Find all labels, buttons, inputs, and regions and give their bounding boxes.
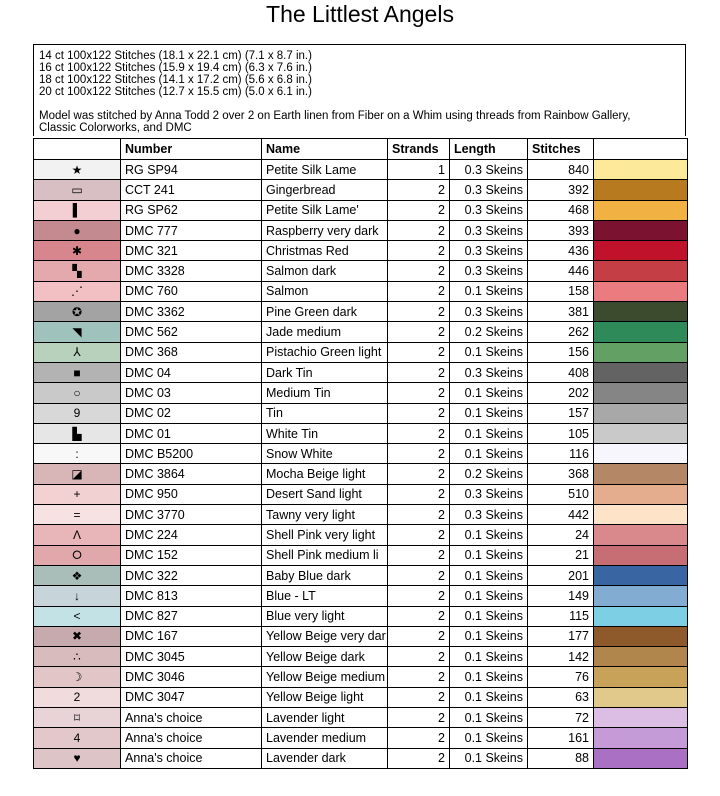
thread-name: Lavender dark [262,748,388,768]
length-value: 0.1 Skeins [450,687,528,707]
length-value: 0.1 Skeins [450,728,528,748]
symbol-cell [34,261,121,281]
symbol-cell [34,647,121,667]
table-header-row [34,139,688,160]
thread-name: Salmon [262,281,388,301]
thread-name: Petite Silk Lame' [262,200,388,220]
stitches-value: 88 [528,748,594,768]
stitch-symbol-icon: ♥ [73,751,81,766]
thread-number: DMC 813 [121,586,262,606]
thread-number: DMC 321 [121,241,262,261]
symbol-cell [34,484,121,504]
info-line: 16 ct 100x122 Stitches (15.9 x 19.4 cm) (6.3 x 7.6 in.) [39,62,312,74]
thread-number: RG SP62 [121,200,262,220]
color-swatch [594,687,688,707]
symbol-cell [34,505,121,525]
symbol-cell [34,403,121,423]
length-value: 0.3 Skeins [450,220,528,240]
thread-number: CCT 241 [121,180,262,200]
stitch-symbol-icon: ✱ [71,243,83,258]
strands-value: 2 [388,586,450,606]
thread-key-table [33,138,688,769]
stitches-value: 157 [528,403,594,423]
stitch-info-box [33,44,686,136]
thread-name: Salmon dark [262,261,388,281]
thread-name: Christmas Red [262,241,388,261]
stitches-value: 156 [528,342,594,362]
color-swatch [594,606,688,626]
table-row [34,403,688,423]
stitch-symbol-icon: + [73,487,81,502]
stitch-symbol-icon: ○ [73,385,81,400]
thread-number: Anna's choice [121,728,262,748]
symbol-cell [34,342,121,362]
table-row [34,322,688,342]
stitches-value: 21 [528,545,594,565]
strands-value: 1 [388,160,450,180]
symbol-cell [34,626,121,646]
stitch-symbol-icon: = [73,507,81,522]
stitch-symbol-icon: Λ [72,527,81,542]
thread-name: Lavender medium [262,728,388,748]
stitch-symbol-icon: ❖ [71,568,83,583]
stitches-value: 161 [528,728,594,748]
info-line: 20 ct 100x122 Stitches (12.7 x 15.5 cm) (5.0 x 6.1 in.) [39,86,312,98]
length-value: 0.1 Skeins [450,748,528,768]
thread-number: DMC 01 [121,423,262,443]
strands-value: 2 [388,728,450,748]
stitch-symbol-icon: ⅄ [73,345,81,360]
symbol-cell [34,362,121,382]
thread-name: Jade medium [262,322,388,342]
table-row [34,586,688,606]
symbol-cell [34,444,121,464]
length-value: 0.3 Skeins [450,484,528,504]
strands-value: 2 [388,403,450,423]
header-symbol [34,139,121,160]
thread-name: Blue very light [262,606,388,626]
stitches-value: 393 [528,220,594,240]
stitches-value: 63 [528,687,594,707]
color-swatch [594,586,688,606]
strands-value: 2 [388,322,450,342]
stitches-value: 158 [528,281,594,301]
table-row [34,565,688,585]
strands-value: 2 [388,626,450,646]
thread-number: DMC 777 [121,220,262,240]
color-swatch [594,728,688,748]
table-row [34,220,688,240]
thread-number: DMC 3770 [121,505,262,525]
stitch-symbol-icon: ◪ [71,467,83,482]
table-row [34,160,688,180]
thread-name: Medium Tin [262,383,388,403]
stitch-symbol-icon: ★ [71,162,83,177]
stitch-symbol-icon: ✖ [71,629,83,644]
color-swatch [594,423,688,443]
stitches-value: 149 [528,586,594,606]
stitches-value: 446 [528,261,594,281]
table-row [34,545,688,565]
length-value: 0.3 Skeins [450,200,528,220]
thread-number: DMC 827 [121,606,262,626]
symbol-cell [34,241,121,261]
header-strands: Strands [388,139,450,160]
stitch-symbol-icon: 4 [73,730,81,745]
length-value: 0.1 Skeins [450,525,528,545]
info-line: 18 ct 100x122 Stitches (14.1 x 17.2 cm) (5.6 x 6.8 in.) [39,74,312,86]
thread-number: DMC 3328 [121,261,262,281]
strands-value: 2 [388,565,450,585]
thread-name: Raspberry very dark [262,220,388,240]
color-swatch [594,261,688,281]
strands-value: 2 [388,200,450,220]
strands-value: 2 [388,342,450,362]
thread-number: DMC 3047 [121,687,262,707]
color-swatch [594,302,688,322]
thread-number: DMC 224 [121,525,262,545]
thread-number: DMC 950 [121,484,262,504]
strands-value: 2 [388,180,450,200]
symbol-cell [34,748,121,768]
stitches-value: 116 [528,444,594,464]
thread-name: Yellow Beige light [262,687,388,707]
length-value: 0.3 Skeins [450,160,528,180]
table-row [34,728,688,748]
stitches-value: 381 [528,302,594,322]
strands-value: 2 [388,525,450,545]
color-swatch [594,667,688,687]
length-value: 0.1 Skeins [450,423,528,443]
thread-number: RG SP94 [121,160,262,180]
symbol-cell [34,525,121,545]
length-value: 0.1 Skeins [450,626,528,646]
stitches-value: 201 [528,565,594,585]
strands-value: 2 [388,423,450,443]
page-title: The Littlest Angels [266,1,454,27]
thread-number: DMC B5200 [121,444,262,464]
thread-number: DMC 04 [121,362,262,382]
thread-name: Lavender light [262,708,388,728]
table-row [34,647,688,667]
thread-name: Desert Sand light [262,484,388,504]
color-swatch [594,525,688,545]
table-row [34,362,688,382]
strands-value: 2 [388,383,450,403]
stitch-symbol-icon: ⭘ [72,547,82,562]
symbol-cell [34,180,121,200]
symbol-cell [34,728,121,748]
stitches-value: 262 [528,322,594,342]
table-row [34,525,688,545]
color-swatch [594,647,688,667]
table-row [34,505,688,525]
table-row [34,200,688,220]
stitch-symbol-icon: ▌ [72,203,82,218]
strands-value: 2 [388,281,450,301]
color-swatch [594,241,688,261]
strands-value: 2 [388,302,450,322]
stitch-symbol-icon: ◥ [72,325,82,340]
symbol-cell [34,464,121,484]
thread-number: DMC 760 [121,281,262,301]
header-number: Number [121,139,262,160]
table-row [34,687,688,707]
symbol-cell [34,565,121,585]
strands-value: 2 [388,545,450,565]
stitches-value: 177 [528,626,594,646]
symbol-cell [34,586,121,606]
stitch-symbol-icon: < [73,609,81,624]
symbol-cell [34,708,121,728]
stitches-value: 436 [528,241,594,261]
symbol-cell [34,281,121,301]
strands-value: 2 [388,687,450,707]
length-value: 0.1 Skeins [450,383,528,403]
stitch-symbol-icon: ☽ [71,670,83,685]
color-swatch [594,748,688,768]
thread-number: DMC 3046 [121,667,262,687]
header-length: Length [450,139,528,160]
length-value: 0.1 Skeins [450,281,528,301]
length-value: 0.2 Skeins [450,464,528,484]
color-swatch [594,281,688,301]
thread-name: White Tin [262,423,388,443]
color-swatch [594,200,688,220]
symbol-cell [34,667,121,687]
stitches-value: 468 [528,200,594,220]
table-row [34,748,688,768]
thread-name: Pistachio Green light [262,342,388,362]
strands-value: 2 [388,464,450,484]
color-swatch [594,708,688,728]
thread-number: DMC 3864 [121,464,262,484]
length-value: 0.1 Skeins [450,647,528,667]
stitches-value: 202 [528,383,594,403]
length-value: 0.2 Skeins [450,322,528,342]
thread-name: Yellow Beige medium [262,667,388,687]
table-row [34,667,688,687]
length-value: 0.3 Skeins [450,180,528,200]
thread-name: Pine Green dark [262,302,388,322]
length-value: 0.1 Skeins [450,667,528,687]
symbol-cell [34,545,121,565]
table-row [34,281,688,301]
stitch-symbol-icon: ▙ [72,426,82,441]
length-value: 0.1 Skeins [450,342,528,362]
stitch-symbol-icon: ▚ [72,264,82,279]
symbol-cell [34,160,121,180]
stitches-value: 105 [528,423,594,443]
thread-number: DMC 3362 [121,302,262,322]
strands-value: 2 [388,748,450,768]
strands-value: 2 [388,505,450,525]
stitches-value: 115 [528,606,594,626]
thread-name: Petite Silk Lame [262,160,388,180]
stitches-value: 72 [528,708,594,728]
symbol-cell [34,200,121,220]
length-value: 0.1 Skeins [450,565,528,585]
stitch-symbol-icon: ∴ [73,649,81,664]
length-value: 0.1 Skeins [450,586,528,606]
stitches-value: 368 [528,464,594,484]
table-row [34,423,688,443]
thread-number: Anna's choice [121,708,262,728]
strands-value: 2 [388,220,450,240]
color-swatch [594,626,688,646]
stitches-value: 510 [528,484,594,504]
thread-name: Snow White [262,444,388,464]
stitch-symbol-icon: 9 [73,406,81,421]
strands-value: 2 [388,261,450,281]
color-swatch [594,362,688,382]
header-color [594,139,688,160]
info-line: 14 ct 100x122 Stitches (18.1 x 22.1 cm) (7.1 x 8.7 in.) [39,50,312,62]
thread-name: Mocha Beige light [262,464,388,484]
table-row [34,180,688,200]
strands-value: 2 [388,606,450,626]
stitch-symbol-icon: 2 [73,690,81,705]
thread-number: DMC 322 [121,565,262,585]
thread-number: DMC 152 [121,545,262,565]
color-swatch [594,565,688,585]
stitches-value: 408 [528,362,594,382]
color-swatch [594,484,688,504]
stitch-symbol-icon: ▭ [71,182,83,197]
length-value: 0.3 Skeins [450,261,528,281]
strands-value: 2 [388,647,450,667]
color-swatch [594,220,688,240]
symbol-cell [34,687,121,707]
thread-name: Dark Tin [262,362,388,382]
stitch-symbol-icon: ✪ [71,304,83,319]
thread-name: Yellow Beige dark [262,647,388,667]
stitches-value: 392 [528,180,594,200]
thread-name: Shell Pink very light [262,525,388,545]
thread-number: Anna's choice [121,748,262,768]
strands-value: 2 [388,241,450,261]
stitch-symbol-icon: ● [73,223,81,238]
thread-number: DMC 562 [121,322,262,342]
model-note: Model was stitched by Anna Todd 2 over 2 on Earth linen from Fiber on a Whim using threads from Rainbow Gallery, Classic Colorworks, and DMC [39,110,631,134]
strands-value: 2 [388,362,450,382]
table-row [34,626,688,646]
length-value: 0.1 Skeins [450,708,528,728]
thread-number: DMC 167 [121,626,262,646]
thread-number: DMC 368 [121,342,262,362]
color-swatch [594,160,688,180]
stitch-symbol-icon: ⋰ [71,284,83,299]
symbol-cell [34,220,121,240]
thread-number: DMC 3045 [121,647,262,667]
thread-number: DMC 03 [121,383,262,403]
length-value: 0.3 Skeins [450,362,528,382]
table-row [34,241,688,261]
stitches-value: 76 [528,667,594,687]
table-row [34,484,688,504]
color-swatch [594,180,688,200]
stitch-symbol-icon: ■ [73,365,81,380]
table-row [34,464,688,484]
table-row [34,302,688,322]
color-swatch [594,464,688,484]
strands-value: 2 [388,708,450,728]
color-swatch [594,383,688,403]
table-row [34,342,688,362]
thread-name: Shell Pink medium li [262,545,388,565]
thread-name: Blue - LT [262,586,388,606]
thread-name: Tin [262,403,388,423]
symbol-cell [34,606,121,626]
color-swatch [594,545,688,565]
length-value: 0.3 Skeins [450,302,528,322]
color-swatch [594,444,688,464]
symbol-cell [34,302,121,322]
table-row [34,383,688,403]
color-swatch [594,403,688,423]
stitches-value: 142 [528,647,594,667]
stitches-value: 24 [528,525,594,545]
table-row [34,444,688,464]
thread-number: DMC 02 [121,403,262,423]
length-value: 0.3 Skeins [450,241,528,261]
table-row [34,708,688,728]
symbol-cell [34,383,121,403]
color-swatch [594,342,688,362]
symbol-cell [34,322,121,342]
color-swatch [594,505,688,525]
header-name: Name [262,139,388,160]
header-stitches: Stitches [528,139,594,160]
stitch-symbol-icon: : [75,446,79,461]
strands-value: 2 [388,444,450,464]
length-value: 0.1 Skeins [450,403,528,423]
thread-name: Tawny very light [262,505,388,525]
stitches-value: 840 [528,160,594,180]
table-row [34,606,688,626]
stitches-value: 442 [528,505,594,525]
length-value: 0.3 Skeins [450,505,528,525]
symbol-cell [34,423,121,443]
table-row [34,261,688,281]
thread-name: Baby Blue dark [262,565,388,585]
length-value: 0.1 Skeins [450,444,528,464]
stitch-symbol-icon: ⌑ [73,710,81,725]
color-swatch [594,322,688,342]
thread-name: Yellow Beige very dar [262,626,388,646]
length-value: 0.1 Skeins [450,545,528,565]
strands-value: 2 [388,484,450,504]
strands-value: 2 [388,667,450,687]
length-value: 0.1 Skeins [450,606,528,626]
thread-name: Gingerbread [262,180,388,200]
stitch-symbol-icon: ↓ [74,588,80,603]
